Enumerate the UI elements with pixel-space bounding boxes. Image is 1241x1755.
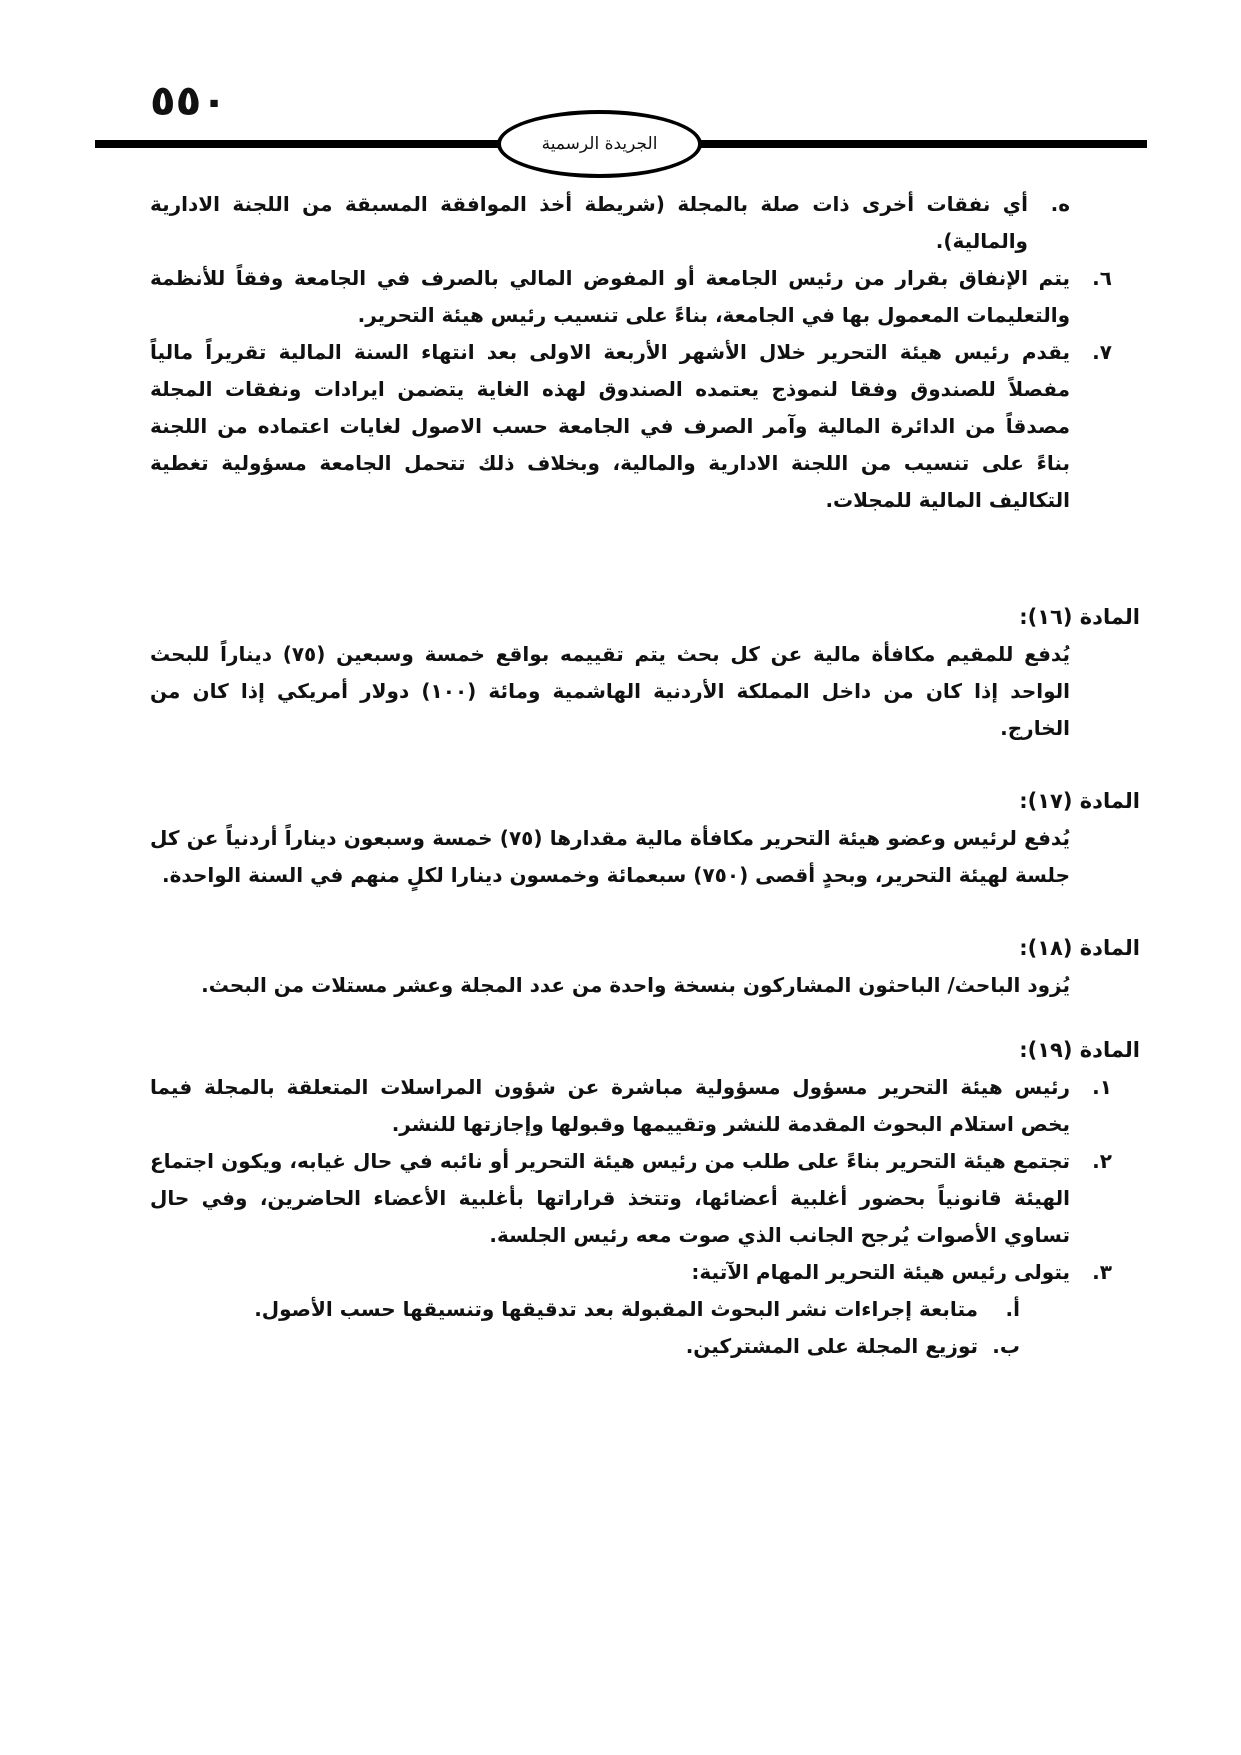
article-16-text: يُدفع للمقيم مكافأة مالية عن كل بحث يتم تقييمه بواقع خمسة وسبعين (٧٥) ديناراً للبحث الواحد إذا كان من داخل المملكة الأردنية الهاشمية ومائة (١٠٠) دولار أمريكي إذا كان من الخارج. (150, 642, 1071, 740)
gazette-title: الجريدة الرسمية (541, 134, 658, 154)
header-rule-left (95, 140, 515, 148)
article-19-sub-b (150, 1328, 1070, 1365)
list-item-e (150, 186, 1070, 260)
list-marker: ه. (1050, 192, 1070, 216)
article-19-item-2 (150, 1143, 1112, 1254)
list-item-text: توزيع المجلة على المشتركين. (685, 1334, 978, 1358)
list-item-text: متابعة إجراءات نشر البحوث المقبولة بعد تدقيقها وتنسيقها حسب الأصول. (254, 1297, 978, 1321)
list-item-text: رئيس هيئة التحرير مسؤول مسؤولية مباشرة عن شؤون المراسلات المتعلقة بالمجلة فيما يخص استلام البحوث المقدمة للنشر وتقييمها وقبولها وإجازتها للنشر. (150, 1075, 1070, 1136)
article-18-title: المادة (١٨): (1019, 936, 1140, 960)
list-marker: ٢. (1092, 1149, 1112, 1173)
article-16-title: المادة (١٦): (1019, 605, 1140, 629)
list-item-text: أي نفقات أخرى ذات صلة بالمجلة (شريطة أخذ الموافقة المسبقة من اللجنة الادارية والمالية). (150, 192, 1028, 253)
article-19-title: المادة (١٩): (1019, 1038, 1140, 1062)
article-19-item-3 (150, 1254, 1112, 1291)
article-18-text: يُزود الباحث/ الباحثون المشاركون بنسخة واحدة من عدد المجلة وعشر مستلات من البحث. (201, 973, 1070, 997)
document-body (150, 186, 1140, 1365)
article-19-sub-a (150, 1291, 1070, 1328)
list-item-6 (150, 260, 1112, 334)
article-19-item-1 (150, 1069, 1112, 1143)
list-marker: أ. (1005, 1297, 1020, 1321)
header-rule-right (692, 140, 1147, 148)
article-17-text: يُدفع لرئيس وعضو هيئة التحرير مكافأة مالية مقدارها (٧٥) خمسة وسبعون ديناراً أردنياً عن كل جلسة لهيئة التحرير، وبحدٍ أقصى (٧٥٠) سبعمائة وخمسون دينارا لكلٍ منهم في السنة الواحدة. (150, 826, 1070, 887)
list-item-text: يتولى رئيس هيئة التحرير المهام الآتية: (691, 1260, 1070, 1284)
list-item-text: يقدم رئيس هيئة التحرير خلال الأشهر الأربعة الاولى بعد انتهاء السنة المالية تقريراً مالياً مفصلاً للصندوق وفقا لنموذج يعتمده الصندوق لهذه الغاية يتضمن ايرادات ونفقات المجلة مصدقاً من الدائرة المالية وآمر الصرف في الجامعة حسب الاصول لغايات اعتماده من اللجنة بناءً على تنسيب من اللجنة الادارية والمالية، وبخلاف ذلك تتحمل الجامعة مسؤولية تغطية التكاليف المالية للمجلات. (150, 340, 1070, 512)
list-marker: ب. (992, 1334, 1020, 1358)
gazette-title-oval (497, 110, 702, 178)
page-number: ٥٥٠ (150, 76, 227, 125)
article-17-title: المادة (١٧): (1019, 789, 1140, 813)
list-marker: ١. (1092, 1075, 1112, 1099)
list-marker: ٣. (1092, 1260, 1112, 1284)
list-item-7 (150, 334, 1112, 519)
list-marker: ٦. (1092, 266, 1112, 290)
list-marker: ٧. (1092, 340, 1112, 364)
list-item-text: يتم الإنفاق بقرار من رئيس الجامعة أو المفوض المالي بالصرف في الجامعة وفقاً للأنظمة والتعليمات المعمول بها في الجامعة، بناءً على تنسيب رئيس هيئة التحرير. (150, 266, 1070, 327)
list-item-text: تجتمع هيئة التحرير بناءً على طلب من رئيس هيئة التحرير أو نائبه في حال غيابه، ويكون اجتماع الهيئة قانونياً بحضور أغلبية أعضائها، وتتخذ قراراتها بأغلبية الأعضاء الحاضرين، وفي حال تساوي الأصوات يُرجح الجانب الذي صوت معه رئيس الجلسة. (150, 1149, 1070, 1247)
